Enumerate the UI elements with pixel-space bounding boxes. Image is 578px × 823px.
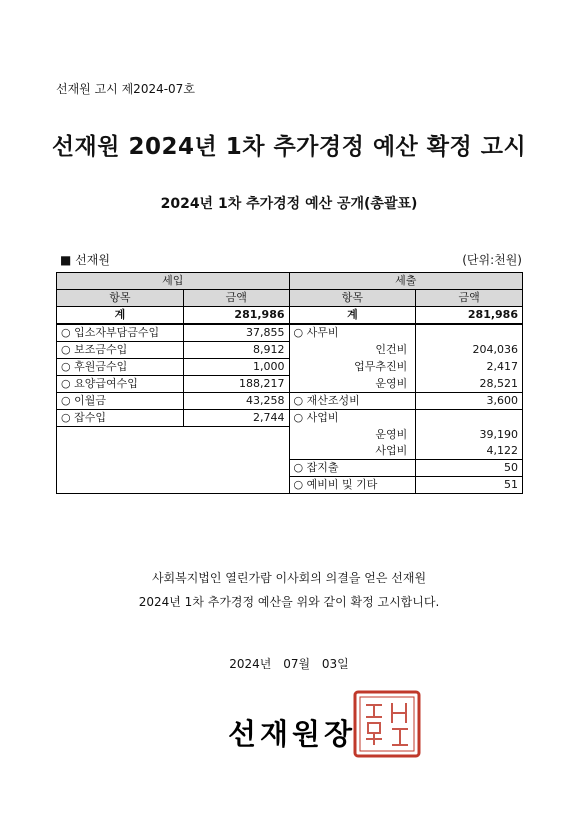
- expense-amount: 51: [416, 477, 523, 494]
- table-row: [57, 460, 523, 477]
- revenue-amount: 188,217: [183, 376, 289, 393]
- revenue-item: ○ 잡수입: [57, 410, 184, 427]
- table-row: [57, 427, 523, 444]
- section-header-row: [57, 273, 523, 290]
- expense-amount: 4,122: [416, 443, 523, 460]
- expense-item: ○ 재산조성비: [289, 393, 416, 410]
- revenue-amount: 2,744: [183, 410, 289, 427]
- expense-item: ○ 사업비: [289, 410, 416, 427]
- expense-item: ○ 예비비 및 기타: [289, 477, 416, 494]
- expense-amount: [416, 324, 523, 342]
- expense-amount-header: 금액: [416, 290, 523, 307]
- expense-amount: 39,190: [416, 427, 523, 444]
- table-row: [57, 443, 523, 460]
- expense-subitem: 운영비: [289, 376, 416, 393]
- organization-label: ■ 선재원: [60, 253, 110, 267]
- revenue-amount: 1,000: [183, 359, 289, 376]
- table-row: [57, 393, 523, 410]
- expense-amount: 2,417: [416, 359, 523, 376]
- revenue-total-label: 계: [57, 307, 184, 325]
- revenue-amount-header: 금액: [183, 290, 289, 307]
- closing-line-2: 2024년 1차 추가경정 예산을 위와 같이 확정 고시합니다.: [138, 595, 440, 609]
- expense-total-label: 계: [289, 307, 416, 325]
- expense-subitem: 인건비: [289, 342, 416, 359]
- table-row: [57, 342, 523, 359]
- unit-label: (단위:천원): [462, 253, 522, 267]
- expense-subitem: 운영비: [289, 427, 416, 444]
- table-row: [57, 477, 523, 494]
- revenue-item: ○ 후원금수입: [57, 359, 184, 376]
- notice-date: 2024년 07월 03일: [229, 657, 349, 671]
- closing-line-1: 사회복지법인 열린가람 이사회의 의결을 얻은 선재원: [151, 571, 427, 585]
- revenue-total-amount: 281,986: [183, 307, 289, 325]
- empty-cell: [183, 477, 289, 494]
- revenue-item-header: 항목: [57, 290, 184, 307]
- document-subtitle: 2024년 1차 추가경정 예산 공개(총괄표): [160, 196, 418, 212]
- revenue-header: 세입: [57, 273, 290, 290]
- table-row: [57, 410, 523, 427]
- expense-item-header: 항목: [289, 290, 416, 307]
- empty-cell: [57, 443, 184, 460]
- expense-subitem: 사업비: [289, 443, 416, 460]
- empty-cell: [183, 460, 289, 477]
- expense-header: 세출: [289, 273, 522, 290]
- empty-cell: [183, 427, 289, 444]
- revenue-item: ○ 요양급여수입: [57, 376, 184, 393]
- expense-total-amount: 281,986: [416, 307, 523, 325]
- expense-amount: 28,521: [416, 376, 523, 393]
- signer-name: 선재원장: [228, 717, 357, 751]
- revenue-item: ○ 보조금수입: [57, 342, 184, 359]
- notice-number: 선재원 고시 제2024-07호: [56, 82, 195, 96]
- expense-amount: 204,036: [416, 342, 523, 359]
- official-seal-stamp: [352, 689, 422, 759]
- budget-summary-table: [56, 272, 523, 494]
- table-row: [57, 359, 523, 376]
- empty-cell: [57, 460, 184, 477]
- expense-subitem: 업무추진비: [289, 359, 416, 376]
- revenue-amount: 8,912: [183, 342, 289, 359]
- expense-amount: 50: [416, 460, 523, 477]
- expense-amount: 3,600: [416, 393, 523, 410]
- empty-cell: [57, 477, 184, 494]
- revenue-item: ○ 입소자부담금수입: [57, 324, 184, 342]
- revenue-amount: 43,258: [183, 393, 289, 410]
- revenue-amount: 37,855: [183, 324, 289, 342]
- expense-item: ○ 잡지출: [289, 460, 416, 477]
- empty-cell: [183, 443, 289, 460]
- total-row: [57, 307, 523, 325]
- column-header-row: [57, 290, 523, 307]
- expense-item: ○ 사무비: [289, 324, 416, 342]
- expense-amount: [416, 410, 523, 427]
- document-title: 선재원 2024년 1차 추가경정 예산 확정 고시: [51, 134, 527, 160]
- empty-cell: [57, 427, 184, 444]
- revenue-item: ○ 이월금: [57, 393, 184, 410]
- table-row: [57, 324, 523, 342]
- table-row: [57, 376, 523, 393]
